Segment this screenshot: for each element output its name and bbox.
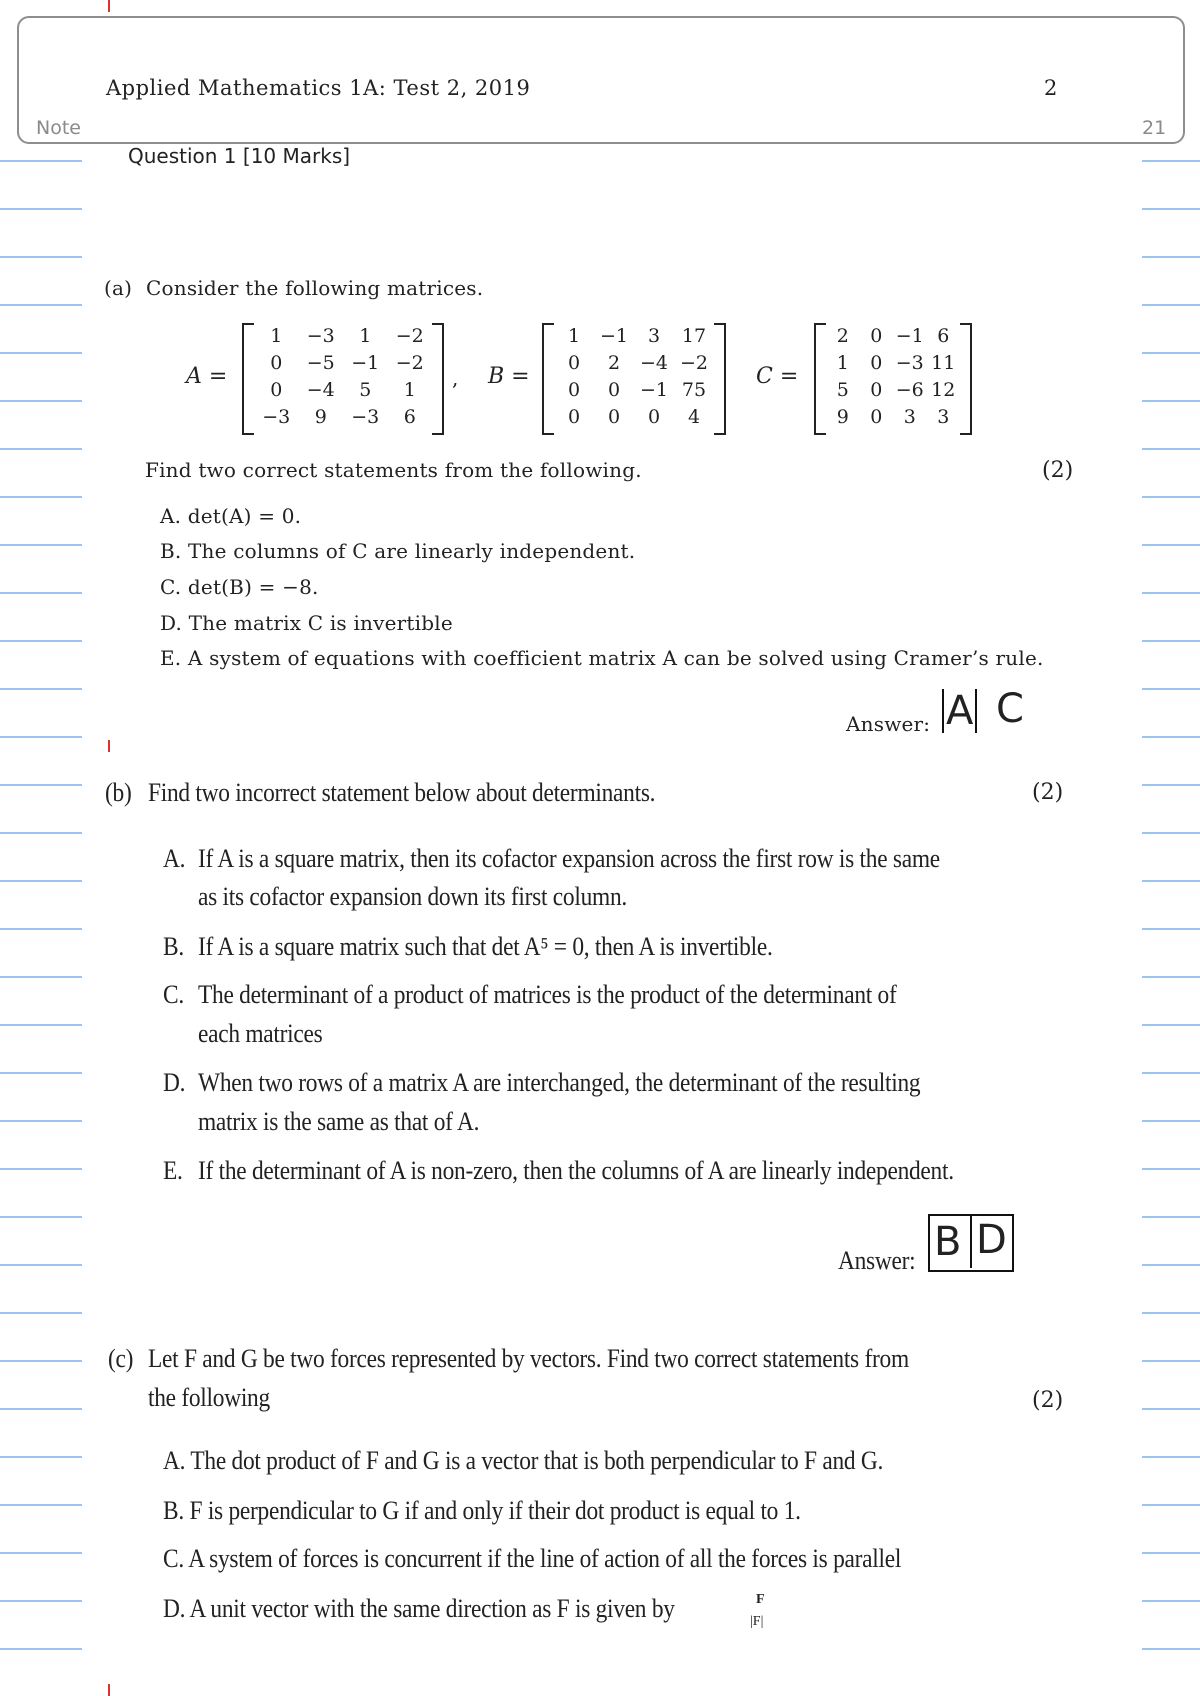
rule-line [1142, 640, 1200, 642]
part-a-answer-2: C [996, 686, 1024, 732]
matrix-cell: 5 [359, 379, 372, 401]
matrix-cell: −3 [895, 352, 924, 374]
rule-line [0, 736, 82, 738]
rule-line [1142, 1456, 1200, 1458]
rule-line [0, 880, 82, 882]
matrix-cell: −2 [395, 325, 424, 347]
matrix-cell: −2 [679, 352, 708, 374]
matrix-cell: −4 [639, 352, 668, 374]
part-b-option-text: each matrices [198, 1019, 323, 1048]
matrix-cell: 3 [903, 406, 916, 428]
matrix-cell: 1 [359, 325, 372, 347]
matrix-cell: −5 [306, 352, 335, 374]
rule-line [0, 1648, 82, 1650]
fraction-denominator: |F| [750, 1614, 764, 1629]
matrix-cell: −3 [306, 325, 335, 347]
part-b-answer-label: Answer: [838, 1246, 916, 1275]
part-b-option-letter: D. [163, 1068, 186, 1097]
rule-line [1142, 688, 1200, 690]
matrix-cell: 0 [870, 379, 883, 401]
part-c-option: B. F is perpendicular to G if and only if their dot product is equal to 1. [163, 1496, 801, 1525]
rule-line [0, 160, 82, 162]
rule-line [0, 496, 82, 498]
matrix-cell: −1 [639, 379, 668, 401]
rule-line [0, 1072, 82, 1074]
part-c-label: (c) [108, 1344, 134, 1373]
part-a-option: E. A system of equations with coefficient matrix A can be solved using Cramer’s rule. [160, 646, 1044, 670]
rule-line [1142, 784, 1200, 786]
part-b-answer-1: B [934, 1219, 962, 1265]
matrix-cell: 9 [836, 406, 849, 428]
matrix-cell: −1 [599, 325, 628, 347]
rule-line [0, 1408, 82, 1410]
rule-line [1142, 544, 1200, 546]
matrix-cell: −1 [895, 325, 924, 347]
rule-line [1142, 1168, 1200, 1170]
part-b-option-letter: A. [163, 844, 186, 873]
matrix-cell: 9 [314, 406, 327, 428]
rule-line [1142, 1360, 1200, 1362]
rule-line [0, 1600, 82, 1602]
rule-line [1142, 496, 1200, 498]
rule-line [0, 304, 82, 306]
rule-line [0, 1024, 82, 1026]
part-b-option-letter: C. [163, 980, 184, 1009]
matrix-cell: −3 [351, 406, 380, 428]
matrix-separator: , [452, 366, 459, 390]
rule-line [1142, 1120, 1200, 1122]
part-a-instruction: Find two correct statements from the following. [145, 458, 642, 482]
rule-line [0, 1264, 82, 1266]
rule-line [0, 688, 82, 690]
part-b-prompt: Find two incorrect statement below about determinants. [148, 778, 656, 807]
rule-line [1142, 160, 1200, 162]
matrix-c-label: C = [756, 364, 799, 389]
rule-line [0, 1168, 82, 1170]
margin-mark [108, 0, 110, 12]
rule-line [1142, 976, 1200, 978]
part-b-answer-2: D [976, 1217, 1007, 1263]
matrix-cell: 2 [836, 325, 849, 347]
rule-line [1142, 880, 1200, 882]
part-b-option-text: matrix is the same as that of A. [198, 1107, 480, 1136]
matrix-cell: 6 [403, 406, 416, 428]
matrix-cell: 0 [870, 352, 883, 374]
matrix-cell: 75 [681, 379, 707, 401]
rule-line [1142, 1408, 1200, 1410]
rule-line [1142, 1264, 1200, 1266]
part-b-marks: (2) [1032, 780, 1064, 805]
rule-line [1142, 1600, 1200, 1602]
part-b-option-text: When two rows of a matrix A are interchanged, the determinant of the resulting [198, 1068, 921, 1097]
rule-line [0, 256, 82, 258]
rule-line [0, 928, 82, 930]
rule-line [1142, 208, 1200, 210]
matrix-c [814, 323, 972, 431]
matrix-b-label: B = [488, 364, 530, 389]
matrix-cell: 0 [870, 406, 883, 428]
part-c-prompt: the following [148, 1383, 270, 1412]
matrix-a-label: A = [186, 364, 228, 389]
rule-line [0, 400, 82, 402]
rule-line [0, 784, 82, 786]
matrix-cell: 1 [270, 325, 283, 347]
matrix-cell: 3 [937, 406, 950, 428]
part-b-option-letter: B. [163, 932, 184, 961]
part-b-option-text: as its cofactor expansion down its first column. [198, 882, 627, 911]
rule-line [0, 208, 82, 210]
matrix-cell: 0 [567, 352, 581, 374]
matrix-cell: −2 [395, 352, 424, 374]
rule-line [1142, 1072, 1200, 1074]
part-b-option-text: If the determinant of A is non-zero, then the columns of A are linearly independent. [198, 1156, 954, 1185]
matrix-cell: 17 [681, 325, 707, 347]
part-a-marks: (2) [1042, 458, 1074, 483]
rule-line [1142, 736, 1200, 738]
rule-line [1142, 304, 1200, 306]
matrix-a [242, 323, 444, 431]
rule-line [0, 1216, 82, 1218]
part-a-answer-label: Answer: [846, 712, 931, 736]
part-c-marks: (2) [1032, 1388, 1064, 1413]
rule-line [1142, 832, 1200, 834]
rule-line [0, 592, 82, 594]
matrix-cell: 6 [937, 325, 950, 347]
matrix-cell: 1 [567, 325, 581, 347]
rule-line [0, 1504, 82, 1506]
matrix-cell: 0 [567, 379, 581, 401]
matrix-cell: 2 [607, 352, 621, 374]
note-tab[interactable]: Note [32, 117, 85, 139]
rule-line [1142, 256, 1200, 258]
matrix-cell: 3 [647, 325, 661, 347]
part-b-option-text: The determinant of a product of matrices is the product of the determinant of [198, 980, 897, 1009]
margin-mark [108, 740, 110, 752]
part-a-label: (a) [104, 276, 133, 300]
part-c-prompt: Let F and G be two forces represented by vectors. Find two correct statements from [148, 1344, 909, 1373]
matrix-cell: −6 [895, 379, 924, 401]
matrix-cell: 0 [870, 325, 883, 347]
part-a-option: A. det(A) = 0. [160, 504, 302, 528]
rule-line [0, 1120, 82, 1122]
part-b-option-letter: E. [163, 1156, 183, 1185]
matrix-cell: 0 [607, 406, 621, 428]
matrix-b [542, 323, 726, 431]
page-number: 2 [1044, 76, 1058, 100]
matrix-cell: 1 [836, 352, 849, 374]
page-title: Applied Mathematics 1A: Test 2, 2019 [106, 76, 531, 100]
matrix-cell: 1 [403, 379, 416, 401]
rule-line [0, 640, 82, 642]
rule-line [1142, 928, 1200, 930]
rule-line [1142, 400, 1200, 402]
part-b-label: (b) [105, 778, 132, 807]
matrix-cell: −1 [351, 352, 380, 374]
part-a-prompt: Consider the following matrices. [146, 276, 484, 300]
matrix-cell: 5 [836, 379, 849, 401]
rule-line [1142, 1024, 1200, 1026]
part-a-option: D. The matrix C is invertible [160, 611, 453, 635]
matrix-cell: 0 [270, 379, 283, 401]
matrix-cell: 0 [647, 406, 661, 428]
matrix-cell: 0 [607, 379, 621, 401]
rule-line [0, 352, 82, 354]
rule-line [1142, 352, 1200, 354]
part-a-option: C. det(B) = −8. [160, 575, 319, 599]
rule-line [1142, 1648, 1200, 1650]
matrix-cell: −4 [306, 379, 335, 401]
rule-line [0, 448, 82, 450]
matrix-cell: 4 [687, 406, 701, 428]
rule-line [1142, 592, 1200, 594]
part-c-option: A. The dot product of F and G is a vector that is both perpendicular to F and G. [163, 1446, 884, 1475]
rule-line [0, 832, 82, 834]
answer-box-divider [970, 1214, 972, 1268]
part-c-option: C. A system of forces is concurrent if the line of action of all the forces is parallel [163, 1544, 902, 1573]
matrix-cell: 12 [931, 379, 956, 401]
part-b-option-text: If A is a square matrix, then its cofactor expansion across the first row is the same [198, 844, 940, 873]
rule-line [1142, 1552, 1200, 1554]
matrix-cell: 0 [567, 406, 581, 428]
part-b-option-text: If A is a square matrix such that det A⁵ = 0, then A is invertible. [198, 932, 773, 961]
page-count-tab[interactable]: 21 [1138, 117, 1170, 139]
part-c-option: D. A unit vector with the same direction as F is given by [163, 1594, 675, 1623]
rule-line [1142, 1504, 1200, 1506]
rule-line [1142, 1312, 1200, 1314]
rule-line [1142, 448, 1200, 450]
matrix-cell: −3 [262, 406, 291, 428]
question-title: Question 1 [10 Marks] [128, 144, 351, 168]
rule-line [0, 1312, 82, 1314]
rule-line [0, 544, 82, 546]
part-a-option: B. The columns of C are linearly independent. [160, 539, 636, 563]
rule-line [0, 1552, 82, 1554]
fraction-numerator: F [756, 1592, 765, 1607]
rule-line [1142, 1216, 1200, 1218]
margin-mark [108, 1684, 110, 1696]
matrix-cell: 11 [931, 352, 956, 374]
rule-line [0, 1456, 82, 1458]
part-a-answer-1: A [942, 689, 977, 733]
matrix-cell: 0 [270, 352, 283, 374]
rule-line [0, 1360, 82, 1362]
rule-line [0, 976, 82, 978]
